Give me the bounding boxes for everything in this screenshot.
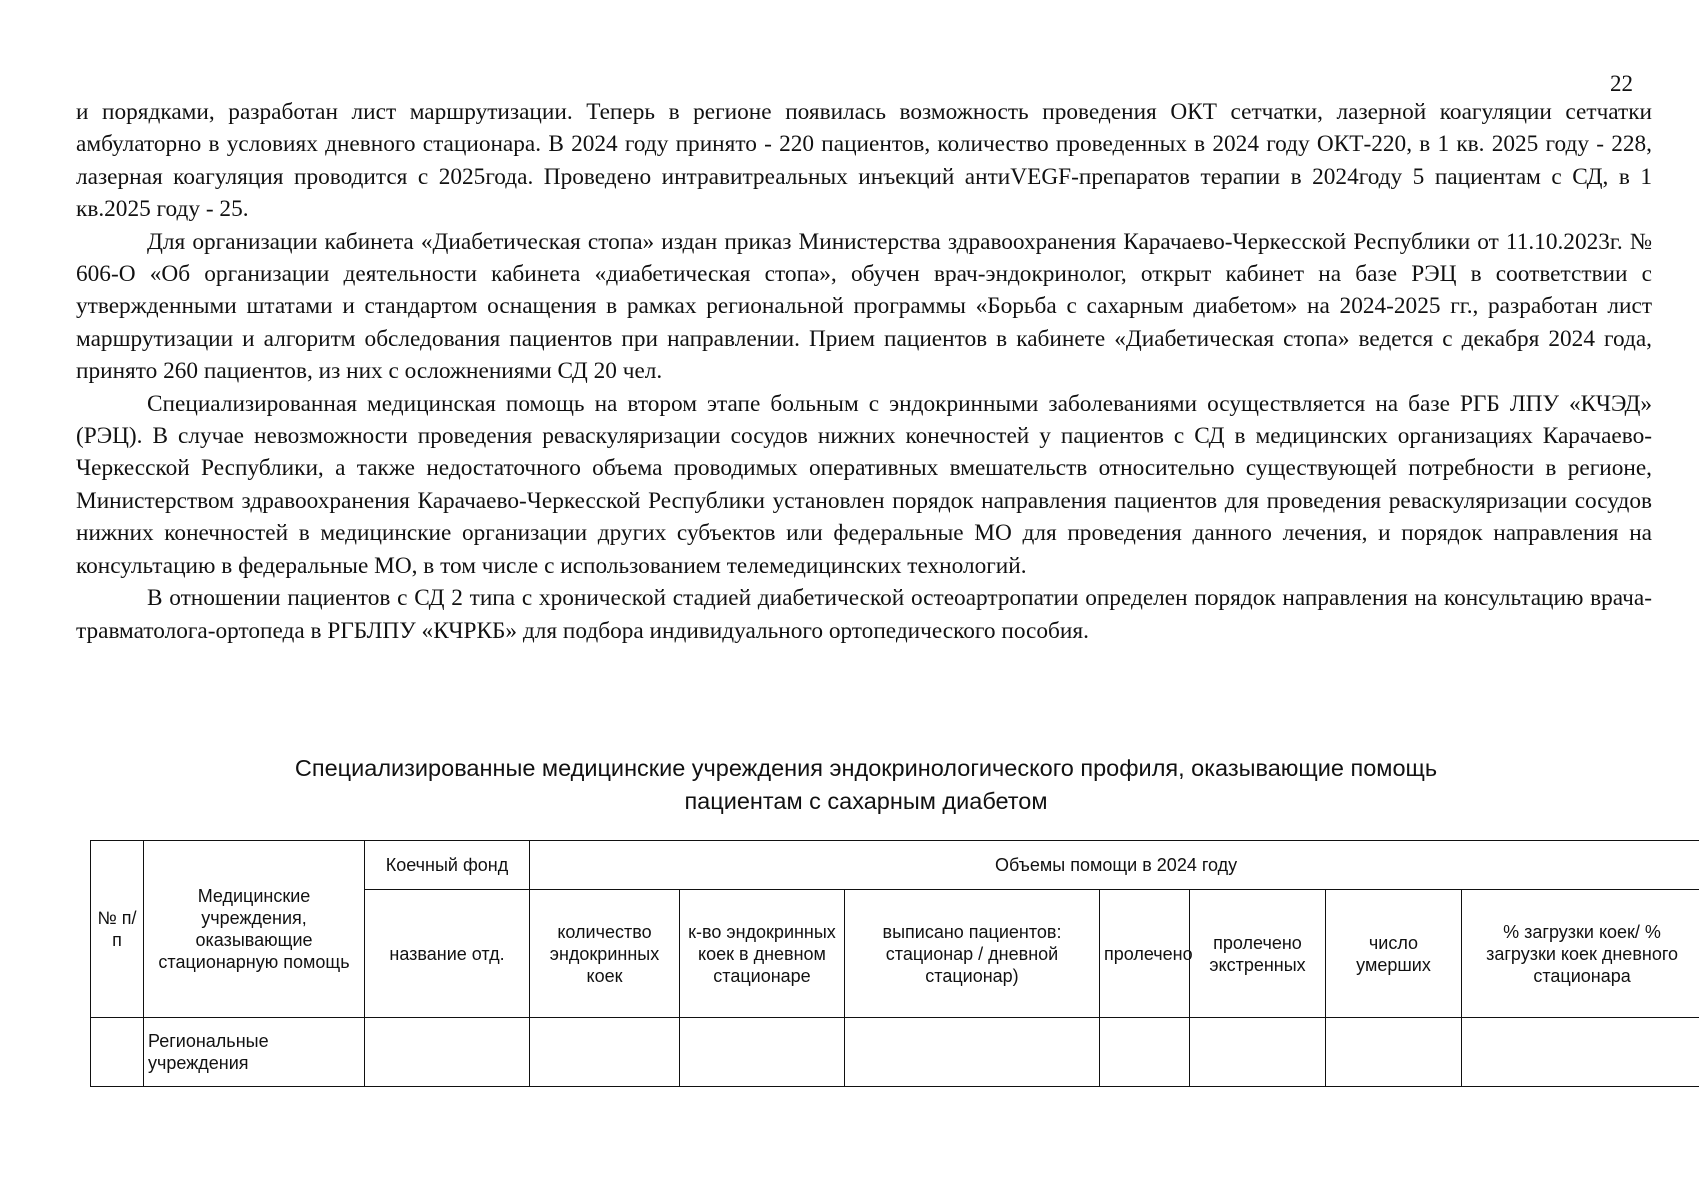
table-cell <box>1462 1018 1699 1087</box>
header-discharged: выписано пациентов: стационар / дневной стационар) <box>845 890 1100 1018</box>
table-cell <box>91 1018 144 1087</box>
page-number: 22 <box>1610 71 1633 96</box>
table-cell <box>530 1018 680 1087</box>
header-bed-fund: Коечный фонд <box>365 841 530 890</box>
table-cell: Региональные учреждения <box>144 1018 365 1087</box>
header-treated: пролечено <box>1100 890 1190 1018</box>
paragraph-2: Для организации кабинета «Диабетическая стопа» издан приказ Министерства здравоохранения Карачаево-Черкесской Республики от 11.10.2023г. № 606-О «Об организации деятельности кабинета «диабетическая стопа», обучен врач-эндокринолог, открыт кабинет на базе РЭЦ в соответствии с утвержденными штатами и стандартом оснащения в рамках региональной программы «Борьба с сахарным диабетом» на 2024-2025 гг., разработан лист маршрутизации и алгоритм обследования пациентов при направлении. Прием пациентов в кабинете «Диабетическая стопа» ведется с декабря 2024 года, принято 260 пациентов, из них с осложнениями СД 20 чел. <box>76 228 1652 385</box>
table-row <box>91 1018 1699 1087</box>
institutions-table <box>90 840 1699 1087</box>
header-day-hospital-beds: к-во эндокринных коек в дневном стационаре <box>680 890 845 1018</box>
header-institution: Медицинские учреждения, оказывающие стационарную помощь <box>144 841 365 1018</box>
table-title <box>80 752 1652 818</box>
header-number: № п/п <box>91 841 144 1018</box>
header-endocrine-beds: количество эндокринных коек <box>530 890 680 1018</box>
header-bed-load: % загрузки коек/ % загрузки коек дневного стационара <box>1462 890 1699 1018</box>
header-treated-emergency: пролечено экстренных <box>1190 890 1326 1018</box>
table-cell <box>1326 1018 1462 1087</box>
table-cell <box>845 1018 1100 1087</box>
header-department-name: название отд. <box>365 890 530 1018</box>
table-title-line-2: пациентам с сахарным диабетом <box>684 788 1048 814</box>
table-cell <box>1100 1018 1190 1087</box>
paragraph-4: В отношении пациентов с СД 2 типа с хронической стадией диабетической остеоартропатии определен порядок направления на консультацию врача-травматолога-ортопеда в РГБЛПУ «КЧРКБ» для подбора индивидуального ортопедического пособия. <box>76 585 1652 644</box>
body-text <box>76 96 1652 647</box>
header-volumes-2024: Объемы помощи в 2024 году <box>530 841 1699 890</box>
table-cell <box>1190 1018 1326 1087</box>
table-cell <box>365 1018 530 1087</box>
paragraph-3: Специализированная медицинская помощь на втором этапе больным с эндокринными заболеваниями осуществляется на базе РГБ ЛПУ «КЧЭД» (РЭЦ). В случае невозможности проведения реваскуляризации сосудов нижних конечностей у пациентов с СД в медицинских организациях Карачаево-Черкесской Республики, а также недостаточного объема проводимых оперативных вмешательств относительно существующей потребности в регионе, Министерством здравоохранения Карачаево-Черкесской Республики установлен порядок направления пациентов для проведения реваскуляризации сосудов нижних конечностей в медицинские организации других субъектов или федеральные МО для проведения данного лечения, и порядок направления на консультацию в федеральные МО, в том числе с использованием телемедицинских технологий. <box>76 390 1652 579</box>
header-deaths: число умерших <box>1326 890 1462 1018</box>
table-title-line-1: Специализированные медицинские учреждения эндокринологического профиля, оказывающие помощь <box>294 755 1438 781</box>
table-cell <box>680 1018 845 1087</box>
paragraph-1: и порядками, разработан лист маршрутизации. Теперь в регионе появилась возможность проведения ОКТ сетчатки, лазерной коагуляции сетчатки амбулаторно в условиях дневного стационара. В 2024 году принято - 220 пациентов, количество проведенных в 2024 году ОКТ-220, в 1 кв. 2025 году - 228, лазерная коагуляция проводится с 2025года. Проведено интравитреальных инъекций антиVEGF-препаратов терапии в 2024году 5 пациентам с СД, в 1 кв.2025 году - 25. <box>76 99 1652 223</box>
